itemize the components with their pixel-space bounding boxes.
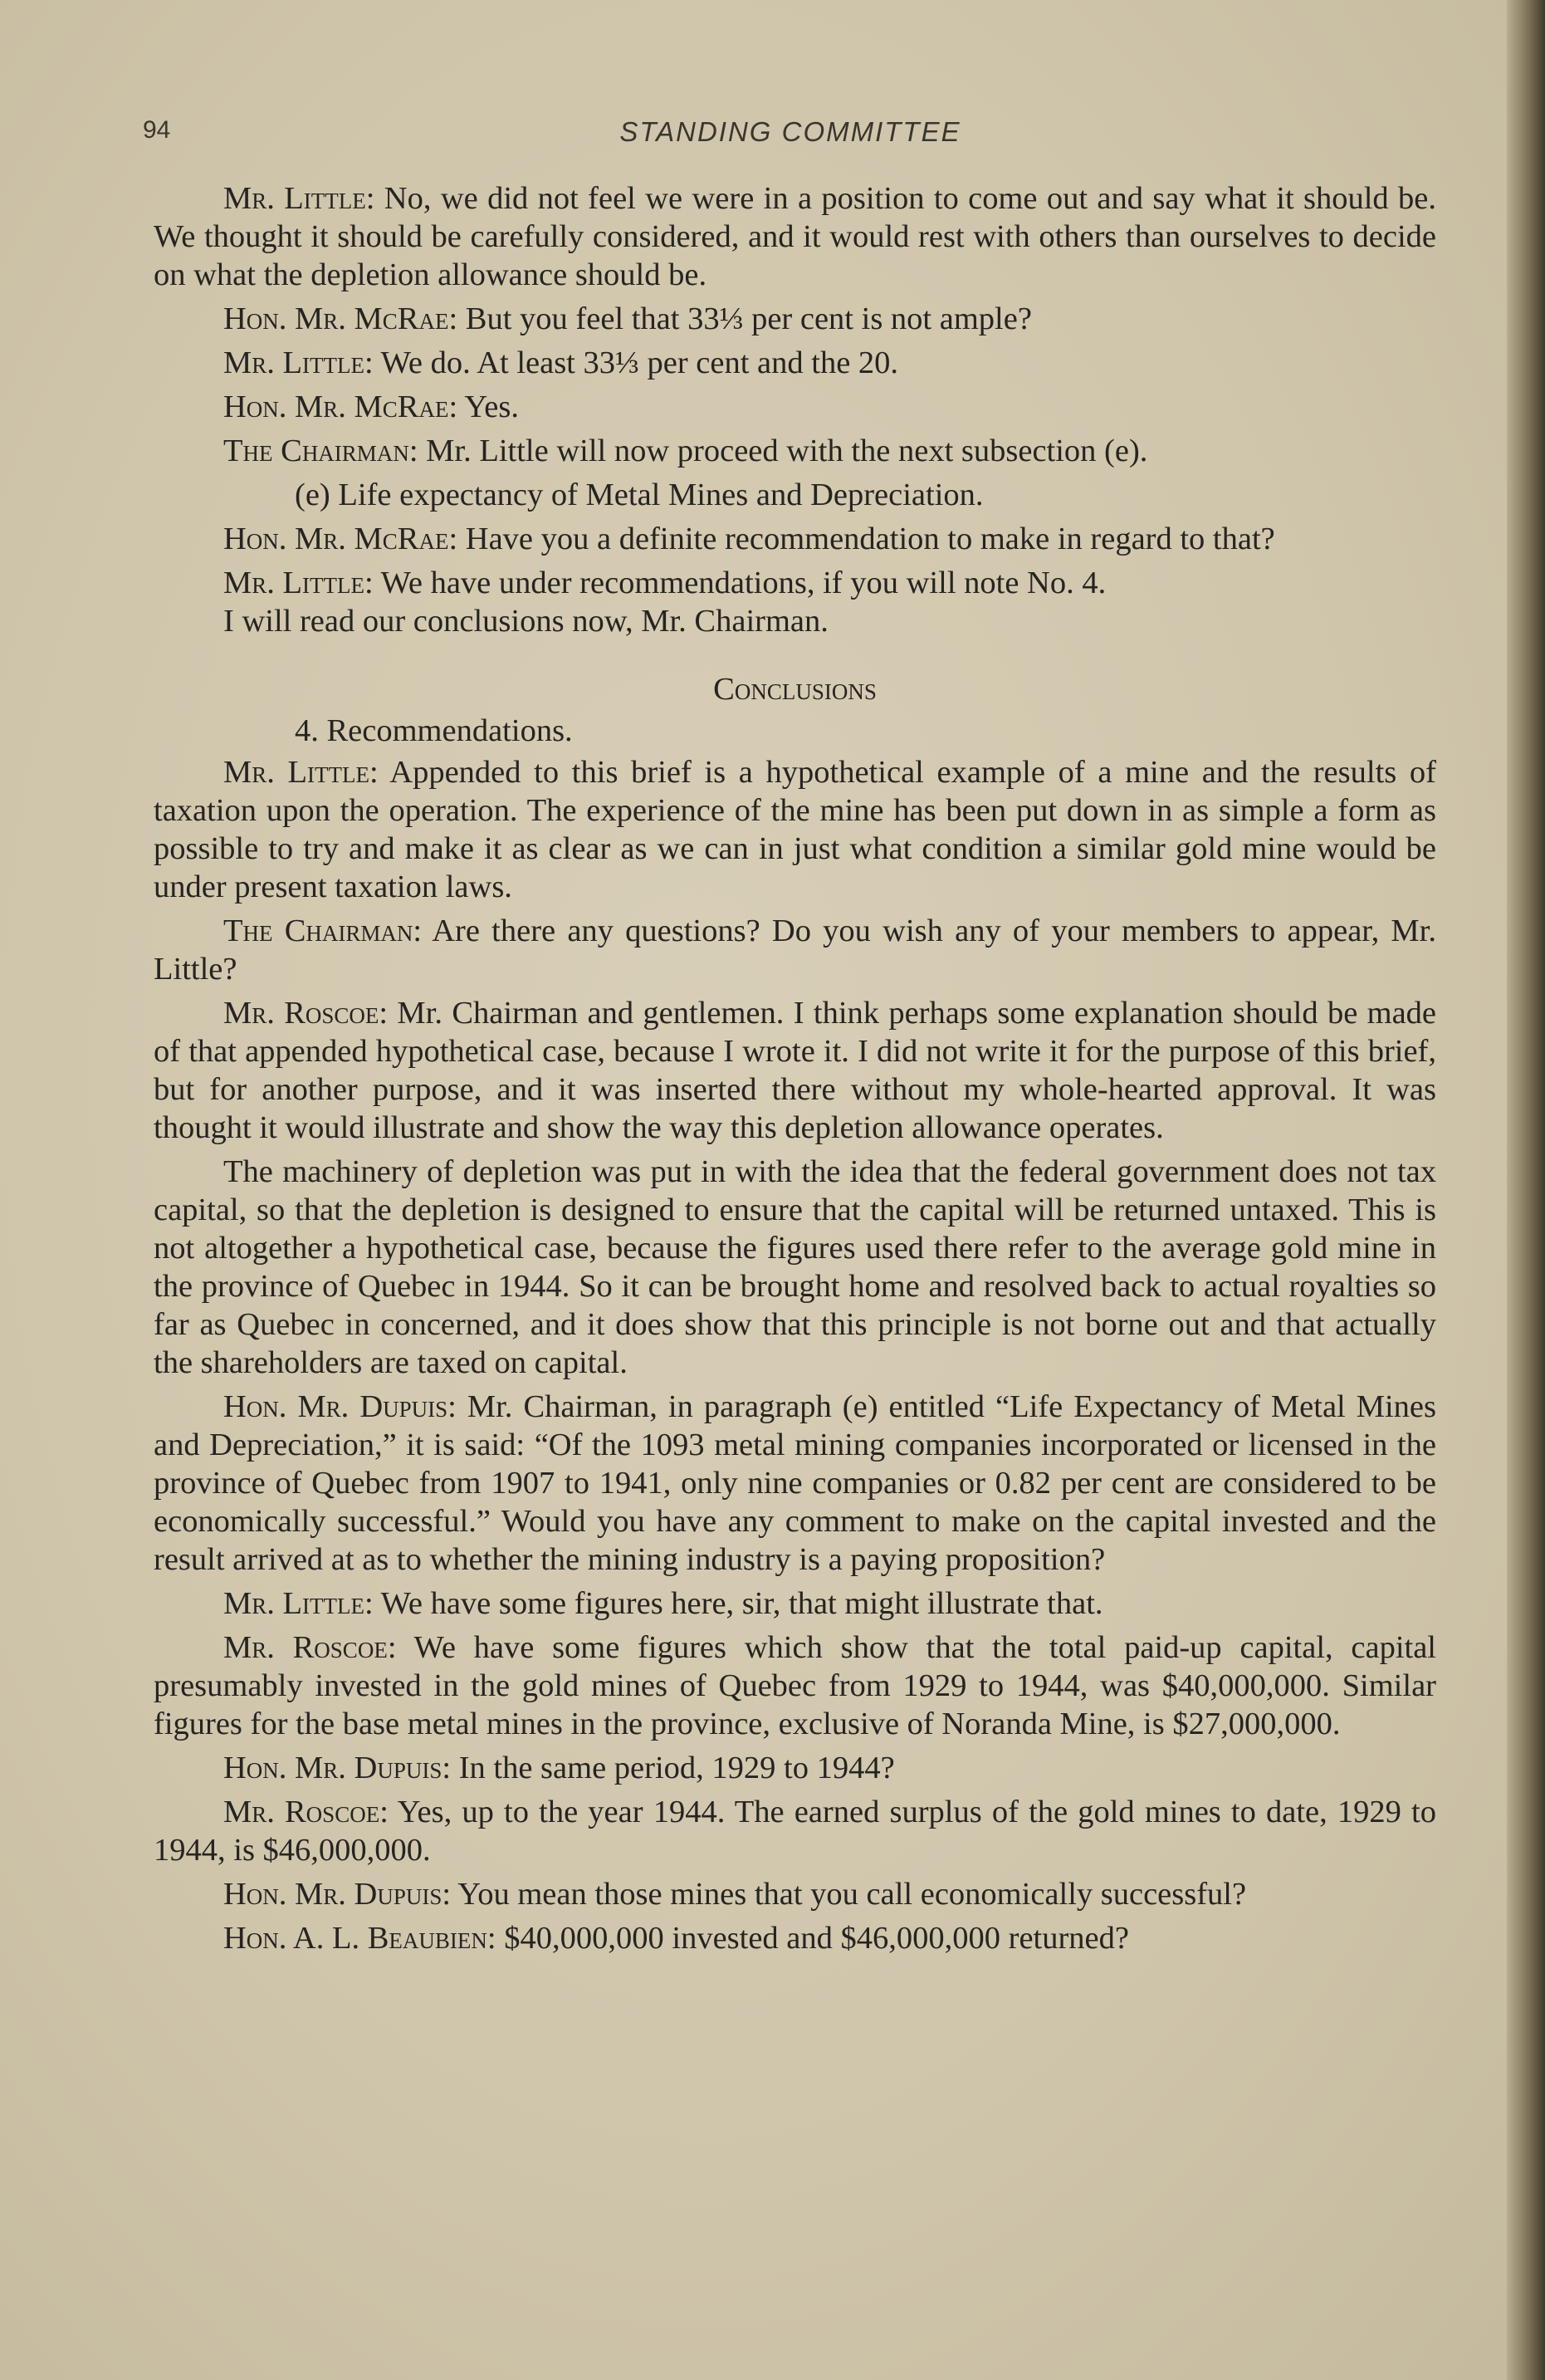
speaker-name: Mr. Little [223,1586,364,1621]
paragraph [154,432,1436,470]
paragraph [154,1749,1436,1787]
paragraph-text: : $40,000,000 invested and $46,000,000 returned? [486,1921,1129,1956]
paragraph [154,1875,1436,1913]
paragraph-text: 4. Recommendations. [295,713,573,748]
subsection-heading [154,476,1436,514]
paragraph-text: : Mr. Chairman and gentlemen. I think perhaps some explanation should be made of that appended hypothetical case, because I wrote it. I did not write it for the purpose of this brief, but for another purpose, and it was inserted there without my whole-hearted approval. It was thought it would illustrate and show the way this depletion allowance operates. [154,996,1437,1145]
page-edge-shadow [1507,0,1545,2380]
speaker-name: Hon. Mr. Dupuis [223,1877,442,1912]
paragraph-text: : Appended to this brief is a hypothetical example of a mine and the results of taxation upon the operation. The experience of the mine has been put down in as simple a form as possible to try and make it as clear as we can in just what condition a similar gold mine would be under present taxation laws. [154,755,1436,904]
paragraph-text: : In the same period, 1929 to 1944? [442,1751,895,1785]
page-header [143,116,1438,149]
paragraph-text: : We have some figures here, sir, that might illustrate that. [364,1586,1103,1621]
paragraph-text: : Mr. Little will now proceed with the next subsection (e). [408,433,1148,468]
speaker-name: The Chairman [223,433,409,468]
paragraph-text: : We have under recommendations, if you will note No. 4. [364,566,1107,600]
speaker-name: Hon. Mr. Dupuis [223,1389,448,1424]
paragraph-text: : We have some figures which show that the total paid-up capital, capital presumably invested in the gold mines of Quebec from 1929 to 1944, was $40,000,000. Similar figures for the base metal mines in the province, exclusive of Noranda Mine, is $27,000,000. [154,1630,1437,1741]
paragraph-text: (e) Life expectancy of Metal Mines and Depreciation. [295,477,984,512]
speaker-name: Mr. Little [223,755,370,790]
paragraph [154,388,1436,426]
page-number: 94 [143,116,171,144]
paragraph-text: : No, we did not feel we were in a position to come out and say what it should be. We thought it should be carefully considered, and it would rest with others than ourselves to decide on what the depletion allowance should be. [154,181,1436,292]
speaker-name: The Chairman [223,913,413,948]
paragraph-text: : But you feel that 33⅓ per cent is not ample? [448,301,1032,336]
speaker-name: Mr. Little [223,181,366,216]
paragraph [154,912,1436,988]
speaker-name: Mr. Roscoe [223,996,379,1031]
paragraph [154,1153,1436,1382]
paragraph [154,1388,1436,1579]
paragraph [154,753,1436,906]
paragraph-text: : Yes, up to the year 1944. The earned surplus of the gold mines to date, 1929 to 1944, is $46,000,000. [154,1795,1436,1868]
speaker-name: Hon. Mr. McRae [223,301,449,336]
speaker-name: Hon. Mr. McRae [223,389,449,424]
transcript-body [154,179,1436,1963]
paragraph-text: : We do. At least 33⅓ per cent and the 20. [364,345,899,380]
paragraph-text: : Mr. Chairman, in paragraph (e) entitled “Life Expectancy of Metal Mines and Depreciation,” it is said: “Of the 1093 metal mining companies incorporated or licensed in the province of Quebec from 1907 to 1941, only nine companies or 0.82 per cent are considered to be economically successful.” Would you have any comment to make on the capital invested and the result arrived at as to whether the mining industry is a paying proposition? [154,1389,1436,1577]
paragraph-text: I will read our conclusions now, Mr. Chairman. [223,604,829,639]
paragraph [154,564,1436,602]
speaker-name: Mr. Roscoe [223,1795,380,1829]
paragraph-text: The machinery of depletion was put in with the idea that the federal government does not tax capital, so that the depletion is designed to ensure that the capital will be returned untaxed. This is not altogether a hypothetical case, because the figures used there refer to the average gold mine in the province of Quebec in 1944. So it can be brought home and resolved back to actual royalties so far as Quebec in concerned, and it does show that this principle is not borne out and that actually the shareholders are taxed on capital. [154,1154,1436,1380]
recommendations-heading [154,712,1436,750]
paragraph [154,300,1436,338]
paragraph [154,344,1436,382]
paragraph [154,994,1436,1147]
speaker-name: Hon. Mr. Dupuis [223,1751,442,1785]
paragraph [154,1793,1436,1869]
speaker-name: Mr. Little [223,566,364,600]
section-heading-conclusions: Conclusions [713,672,877,707]
paragraph [154,179,1436,294]
paragraph-text: : You mean those mines that you call economically successful? [442,1877,1247,1912]
paragraph [154,1919,1436,1957]
paragraph [154,520,1436,558]
paragraph-text: : Yes. [448,389,520,424]
paragraph-text: : Have you a definite recommendation to make in regard to that? [448,522,1275,556]
paragraph [154,602,1436,640]
paragraph [154,1628,1436,1743]
running-head: STANDING COMMITTEE [619,116,961,147]
speaker-name: Mr. Little [223,345,364,380]
speaker-name: Mr. Roscoe [223,1630,388,1665]
speaker-name: Hon. A. L. Beaubien [223,1921,487,1956]
speaker-name: Hon. Mr. McRae [223,522,449,556]
paragraph-text: : Are there any questions? Do you wish any of your members to appear, Mr. Little? [154,913,1436,987]
paragraph [154,1584,1436,1623]
